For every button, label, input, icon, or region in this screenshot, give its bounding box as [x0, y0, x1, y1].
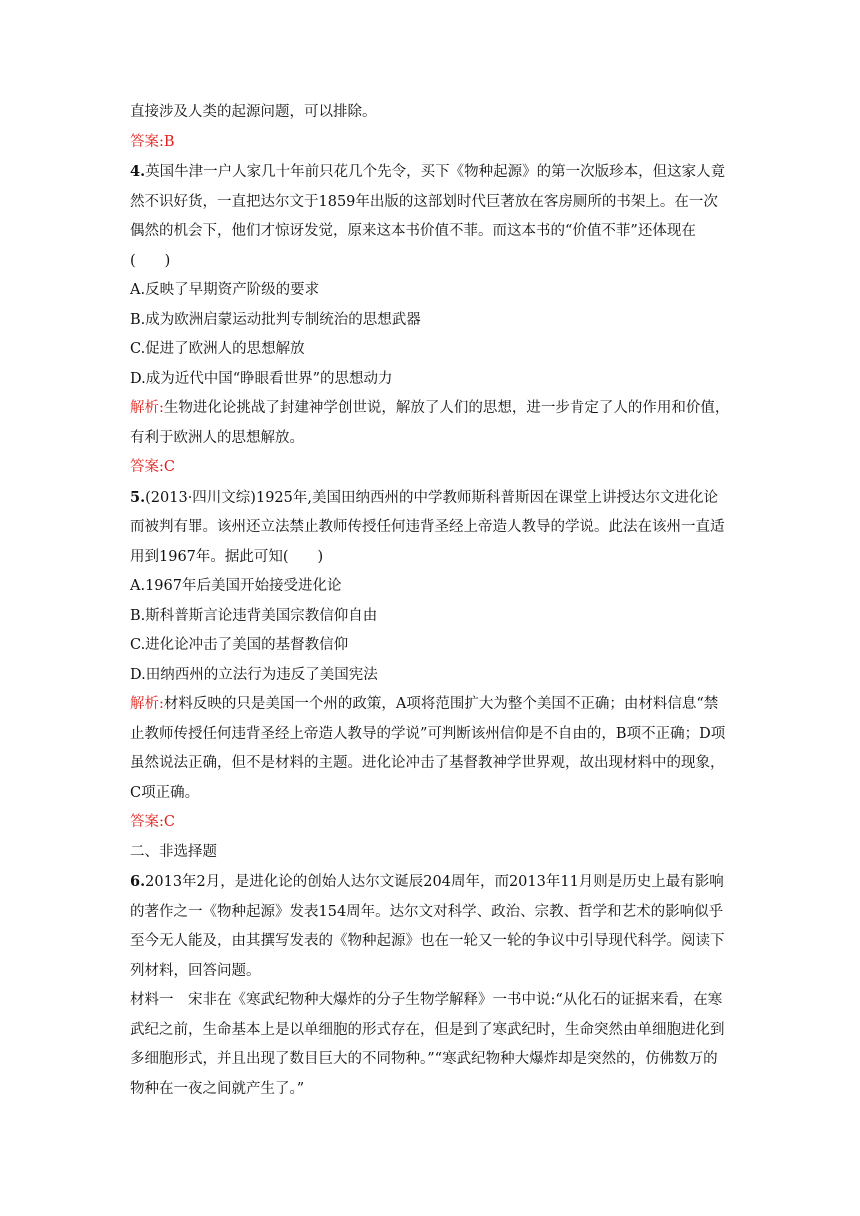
analysis-text: 生物进化论挑战了封建神学创世说，解放了人们的思想，进一步肯定了人的作用和价值，有利于欧洲人的思想解放。 — [130, 400, 730, 446]
answer-value: C — [163, 459, 175, 475]
question-4-answer — [130, 453, 730, 483]
question-source: (2013·四川文综) — [145, 489, 256, 506]
option-a: A.1967年后美国开始接受进化论 — [130, 578, 342, 594]
answer-label: 答案: — [130, 459, 164, 475]
question-4-stem — [130, 157, 730, 276]
analysis-text: 材料反映的只是美国一个州的政策，A项将范围扩大为整个美国不正确；由材料信息“禁止教师传授任何违背圣经上帝造人教导的学说”可判断该州信仰是不自由的，B项不正确；D项虽然说法正确，但不是材料的主题。进化论冲击了基督教神学世界观，故出现材料中的现象，C项正确。 — [130, 696, 726, 801]
material-1: 材料一 宋非在《寒武纪物种大爆炸的分子生物学解释》一书中说:“从化石的证据来看，在寒武纪之前，生命基本上是以单细胞的形式存在，但是到了寒武纪时，生命突然由单细胞进化到多细胞形式，并且出现了数目巨大的不同物种。”“寒武纪物种大爆炸却是突然的，仿佛数万的物种在一夜之间就产生了。” — [130, 992, 725, 1097]
option-d: D.成为近代中国“睁眼看世界”的思想动力 — [130, 370, 393, 387]
analysis-label: 解析: — [130, 696, 164, 712]
section-heading: 二、非选择题 — [130, 843, 217, 860]
question-number: 5. — [130, 488, 146, 506]
answer-label: 答案: — [130, 814, 164, 830]
option-c: C.进化论冲击了美国的基督教信仰 — [130, 637, 349, 653]
analysis-label: 解析: — [130, 400, 164, 416]
option-b: B.成为欧洲启蒙运动批判专制统治的思想武器 — [130, 311, 421, 328]
option-c: C.促进了欧洲人的思想解放 — [130, 341, 305, 357]
answer-value: C — [163, 814, 175, 830]
question-text: 英国牛津一户人家几十年前只花几个先令，买下《物种起源》的第一次版珍本，但这家人竟然不识好货，一直把达尔文于1859年出版的这部划时代巨著放在客房厕所的书架上。在一次偶然的机会下，他们才惊讶发觉，原来这本书价值不菲。而这本书的“价值不菲”还体现在( ) — [130, 164, 726, 269]
question-text: 1925年,美国田纳西州的中学教师斯科普斯因在课堂上讲授达尔文进化论而被判有罪。该州还立法禁止教师传授任何违背圣经上帝造人教导的学说。此法在该州一直适用到1967年。据此可知( ) — [130, 489, 725, 565]
answer-value: B — [163, 133, 175, 150]
answer-label: 答案: — [130, 133, 164, 150]
previous-answer — [130, 128, 730, 158]
option-b: B.斯科普斯言论违背美国宗教信仰自由 — [130, 607, 378, 624]
question-5-analysis — [130, 690, 730, 808]
question-4-analysis — [130, 394, 730, 453]
question-6-stem — [130, 867, 730, 986]
question-number: 4. — [130, 163, 146, 180]
question-number: 6. — [130, 873, 146, 890]
option-a: A.反映了早期资产阶级的要求 — [130, 282, 320, 298]
question-5-stem — [130, 483, 730, 573]
document-page — [130, 98, 730, 1104]
question-5-answer — [130, 808, 730, 838]
intro-tail-text: 直接涉及人类的起源问题，可以排除。 — [130, 104, 377, 120]
question-text: 2013年2月，是进化论的创始人达尔文诞辰204周年，而2013年11月则是历史上最有影响的著作之一《物种起源》发表154周年。达尔文对科学、政治、宗教、哲学和艺术的影响似乎至今无人能及，由其撰写发表的《物种起源》也在一轮又一轮的争议中引导现代科学。阅读下列材料，回答问题。 — [130, 874, 725, 979]
option-d: D.田纳西州的立法行为违反了美国宪法 — [130, 666, 378, 683]
